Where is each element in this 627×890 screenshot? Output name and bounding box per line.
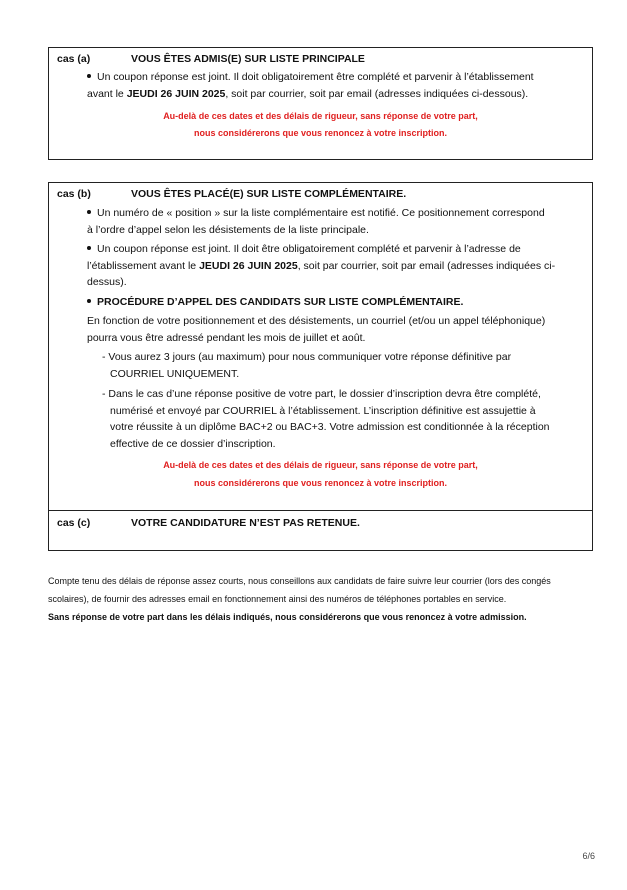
bullet-icon [87, 210, 91, 214]
case-b-c-box [48, 182, 593, 551]
case-a-box [48, 47, 593, 160]
case-a-label: cas (a) [57, 53, 91, 65]
case-b-bullet-2: Un coupon réponse est joint. Il doit être obligatoirement complété et parvenir à l’adresse de l’établissement avant le JEUDI 26 JUIN 2025, soit par courrier, soit par email (adresses indiquées ci- dessus). [87, 243, 556, 288]
case-b-title: VOUS ÊTES PLACÉ(E) SUR LISTE COMPLÉMENTAIRE. [131, 188, 407, 200]
bullet-icon [87, 246, 91, 250]
case-c-label: cas (c) [57, 517, 91, 529]
case-c-title: VOTRE CANDIDATURE N’EST PAS RETENUE. [131, 517, 360, 529]
case-a-warning-1: Au-delà de ces dates et des délais de rigueur, sans réponse de votre part, [163, 111, 478, 121]
bullet-icon [87, 74, 91, 78]
case-a-line1: Un coupon réponse est joint. Il doit obligatoirement être complété et parvenir à l’établissement [87, 69, 576, 86]
case-a-warning-2: nous considérerons que vous renoncez à votre inscription. [193, 128, 448, 138]
case-b-procedure-text: En fonction de votre positionnement et des désistements, un courriel (et/ou un appel téléphonique) pourra vous être adressé pendant les mois de juillet et août. [87, 315, 546, 344]
case-b-label: cas (b) [57, 188, 91, 200]
footer-note: Compte tenu des délais de réponse assez courts, nous conseillons aux candidats de faire suivre leur courrier (lors des congés scolaires), de fournir des adresses email en fonctionnement ainsi des numéros de téléphones portables en service. Sans réponse de votre part dans les délais indiqués, nous considérerons que vous renoncez à votre admission. [48, 572, 598, 626]
deadline-date: JEUDI 26 JUIN 2025 [199, 259, 298, 272]
case-b-warning-1: Au-delà de ces dates et des délais de rigueur, sans réponse de votre part, [163, 460, 478, 470]
footer-emphasis: Sans réponse de votre part dans les délais indiqués, nous considérerons que vous renoncez à votre admission. [48, 612, 527, 622]
case-c-divider [49, 510, 592, 511]
case-b-warning-2: nous considérerons que vous renoncez à votre inscription. [193, 478, 448, 488]
case-b-procedure-heading: PROCÉDURE D’APPEL DES CANDIDATS SUR LISTE COMPLÉMENTAIRE. [87, 294, 576, 311]
case-a-paragraph [87, 69, 576, 102]
case-b-bullet-1: Un numéro de « position » sur la liste complémentaire est notifié. Ce positionnement correspond à l’ordre d’appel selon les désistements de la liste principale. [87, 207, 545, 236]
deadline-date: JEUDI 26 JUIN 2025 [126, 87, 226, 100]
page-number: 6/6 [582, 851, 595, 861]
case-b-dash-1: - Vous aurez 3 jours (au maximum) pour nous communiquer votre réponse définitive par COURRIEL UNIQUEMENT. [102, 351, 512, 380]
bullet-icon [87, 299, 91, 303]
case-a-title: VOUS ÊTES ADMIS(E) SUR LISTE PRINCIPALE [131, 53, 365, 65]
case-a-line2: avant le JEUDI 26 JUIN 2025, soit par courrier, soit par email (adresses indiquées ci-dessous). [87, 87, 529, 100]
case-b-dash-2: - Dans le cas d’une réponse positive de votre part, le dossier d’inscription devra être complété, numérisé et envoyé par COURRIEL à l’établissement. L’inscription définitive est assujettie à votre réussite à un diplôme BAC+2 ou BAC+3. Votre admission est conditionnée à la réception effective de ce dossier d’inscription. [102, 388, 550, 450]
